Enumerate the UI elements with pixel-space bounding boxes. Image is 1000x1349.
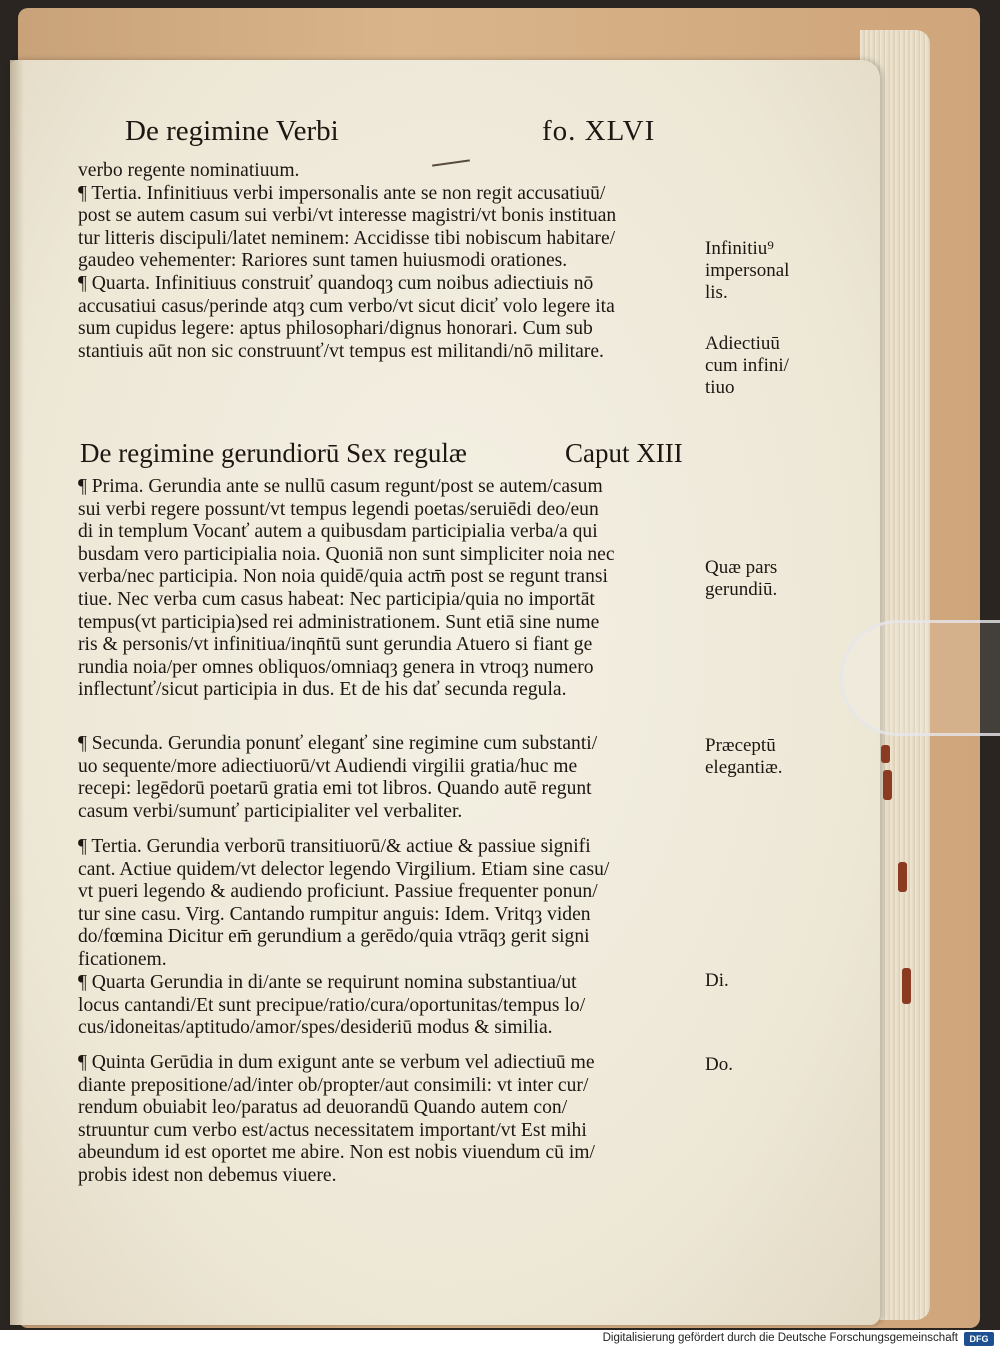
text-line: probis idest non debemus viuere. [78, 1164, 337, 1186]
margin-note-infinitiuus [705, 238, 789, 304]
text-line: inflectunť/sicut participia in dus. Et de his dať secunda regula. [78, 679, 567, 701]
text-line: tempus(vt participia)sed rei administrationem. Sunt etiā sine nume [78, 611, 600, 633]
text-block-secunda [78, 733, 698, 823]
text-line: post se autem casum sui verbi/vt interesse magistri/vt bonis instituan [78, 205, 617, 227]
text-line: do/fœmina Dicitur em̄ gerundium a gerēdo/quia vtrāqȝ gerit signi [78, 926, 590, 948]
running-head-title: De regimine Verbi [125, 115, 339, 147]
text-line: ¶ Quarta. Infinitiuus construiť quandoqȝ cum noibus adiectiuis nō [78, 272, 594, 294]
margin-note-do [705, 1054, 733, 1076]
margin-line: tiuo [705, 377, 735, 398]
bookmark-tab [898, 862, 907, 892]
text-line: rendum obuiabit leo/paratus ad deuorandū Quando autem con/ [78, 1097, 568, 1119]
text-line: ris & personis/vt infinitiua/inqn̄tū sunt gerundia Atuero si fiant ge [78, 634, 593, 656]
text-line: vt pueri legendo & audiendo proficiunt. Passiue frequenter ponun/ [78, 881, 598, 903]
text-line: tur sine casu. Virg. Cantando rumpitur anguis: Idem. Vritqȝ viden [78, 903, 591, 925]
text-line: ¶ Tertia. Infinitiuus verbi impersonalis ante se non regit accusatiuū/ [78, 182, 606, 204]
margin-line: impersonal [705, 260, 790, 281]
text-line: abeundum id est oportet me abire. Non est nobis viuendum cū im/ [78, 1142, 595, 1164]
text-line: uo sequente/more adiectiuorū/vt Audiendi virgilii gratia/huc me [78, 755, 578, 777]
text-line: ficationem. [78, 948, 167, 970]
margin-note-adiectiuum [705, 333, 789, 399]
text-line: cant. Actiue quidem/vt delector legendo Virgilium. Etiam sine casu/ [78, 858, 610, 880]
margin-line: cum infini/ [705, 355, 789, 376]
text-line: ¶ Quinta Gerūdia in dum exigunt ante se verbum vel adiectiuū me [78, 1052, 595, 1073]
text-line: di in templum Vocanť autem a quibusdam participialia verba/a qui [78, 521, 598, 543]
margin-line: elegantiæ. [705, 757, 783, 778]
bookmark-tab [881, 745, 890, 763]
text-line: diante prepositione/ad/inter ob/propter/aut consimili: vt inter cur/ [78, 1074, 589, 1096]
margin-line: Do. [705, 1054, 733, 1075]
text-line: ¶ Tertia. Gerundia verborū transitiuorū/& actiue & passiue signifi [78, 836, 591, 857]
text-block-tertia-gerundia [78, 836, 698, 972]
text-line: casum verbi/sumunť participialiter vel verbaliter. [78, 800, 463, 822]
text-line: busdam vero participialia noia. Quoniā non sunt simpliciter noia nec [78, 543, 615, 565]
text-line: ¶ Quarta Gerundia in di/ante se requirunt nomina substantiua/ut [78, 972, 577, 993]
text-block-quarta-gerundia [78, 972, 698, 1040]
text-line: tiue. Nec verba cum casus habeat: Nec participia/quia no importāt [78, 588, 595, 610]
text-line: rundia noia/per omnes obliquos/omniaqȝ genera in vtroqȝ numero [78, 656, 594, 678]
footer-bar [0, 1330, 1000, 1349]
text-line: verbo regente nominatiuum. [78, 160, 300, 181]
margin-line: Infinitiu⁹ [705, 238, 774, 259]
text-line: tur litteris discipuli/latet neminem: Accidisse tibi nobiscum habitare/ [78, 227, 616, 249]
margin-note-praeceptum [705, 735, 783, 779]
margin-line: Adiectiuū [705, 333, 780, 354]
text-line: recepi: legēdorū poetarū gratia emi tot libros. Quando autē regunt [78, 778, 592, 800]
bookmark-tab [883, 770, 892, 800]
chapter-number: Caput XIII [565, 438, 683, 468]
text-line: ¶ Secunda. Gerundia ponunť eleganť sine regimine cum substanti/ [78, 733, 598, 754]
text-line: accusatiui casus/perinde atqȝ cum verbo/vt sicut diciť volo legere ita [78, 295, 615, 317]
text-line: gaudeo vehementer: Rariores sunt tamen huiusmodi orationes. [78, 250, 568, 272]
margin-line: lis. [705, 282, 728, 303]
text-line: struuntur cum verbo est/actus necessitatem important/vt Est mihi [78, 1119, 587, 1141]
funding-credit: Digitalisierung gefördert durch die Deutsche Forschungsgemeinschaft [602, 1332, 958, 1344]
dfg-logo: DFG [964, 1332, 994, 1346]
folio-number: fo. XLVI [542, 115, 656, 147]
chapter-title: De regimine gerundiorū Sex regulæ [80, 438, 467, 468]
text-line: verba/nec participia. Non noia quidē/quia actm̄ post se regunt transi [78, 566, 608, 588]
text-line: ¶ Prima. Gerundia ante se nullū casum regunt/post se autem/casum [78, 476, 603, 497]
margin-note-quae-pars [705, 557, 777, 601]
page-clip [840, 620, 1000, 736]
text-line: stantiuis aūt non sic construunť/vt tempus est militandi/nō militare. [78, 340, 604, 362]
margin-line: Di. [705, 970, 729, 991]
text-line: sum cupidus legere: aptus philosophari/dignus honorari. Cum sub [78, 318, 593, 340]
text-block-quinta [78, 1052, 698, 1188]
text-line: cus/idoneitas/aptitudo/amor/spes/desideriū modus & similia. [78, 1017, 553, 1039]
text-block-tertia-quarta [78, 160, 698, 363]
margin-line: Quæ pars [705, 557, 778, 578]
text-line: locus cantandi/Et sunt precipue/ratio/cura/oportunitas/tempus lo/ [78, 994, 586, 1016]
bookmark-tab [902, 968, 911, 1004]
text-block-prima [78, 476, 698, 702]
margin-note-di [705, 970, 729, 992]
margin-line: gerundiū. [705, 579, 778, 600]
page-gutter [10, 60, 24, 1325]
chapter-heading [80, 438, 683, 469]
text-line: sui verbi regere possunt/vt tempus legendi poetas/seruiēdi deo/eun [78, 498, 599, 520]
margin-line: Præceptū [705, 735, 776, 756]
